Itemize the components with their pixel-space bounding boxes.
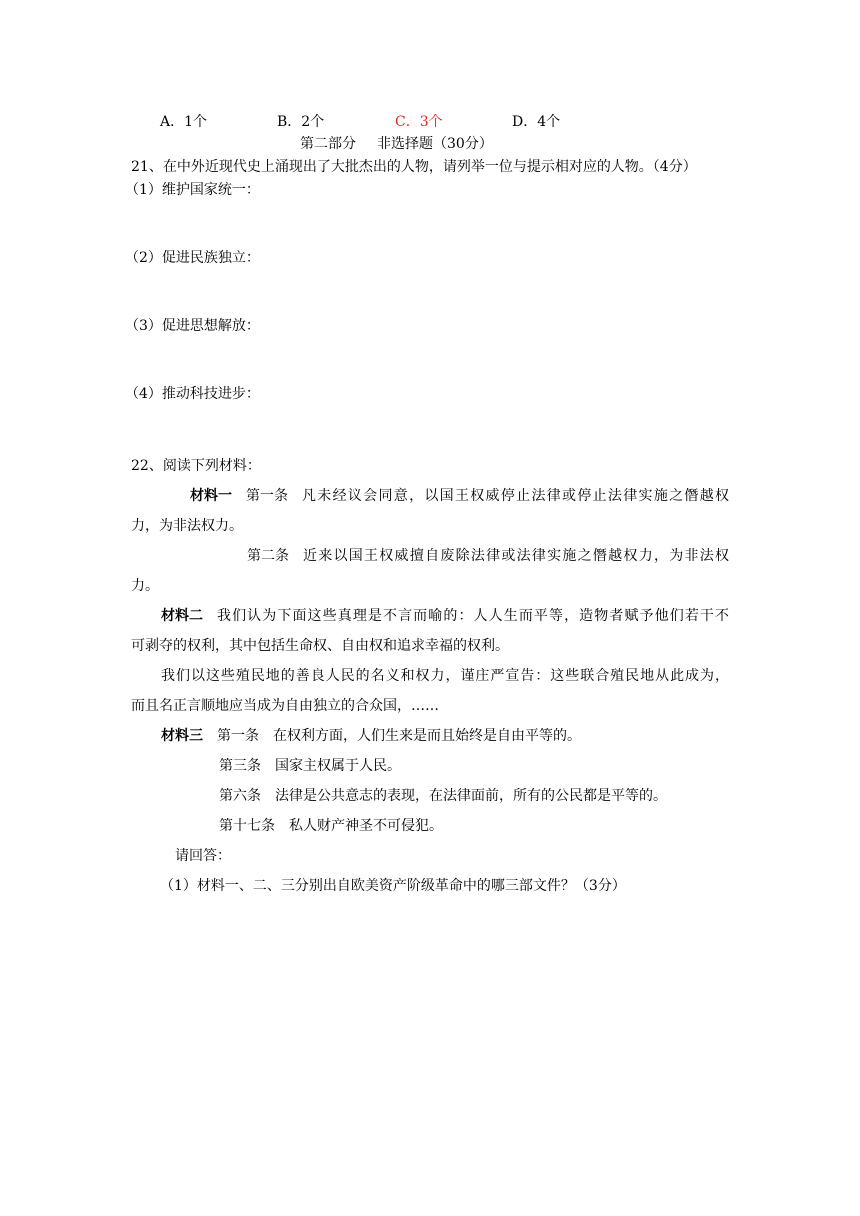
m2-para-1-line-1 <box>161 606 729 626</box>
q22-prompt: 请回答： <box>175 848 231 864</box>
m3-article-1-head: 第一条 <box>217 728 259 744</box>
m2-para-2-line-2: 而且名正言顺地应当成为自由独立的合众国，…… <box>131 698 439 714</box>
q21-item-2: （2）促进民族独立： <box>125 250 260 266</box>
m1-article-1-line-1 <box>190 486 729 506</box>
m1-article-1-text: 凡未经议会同意，以国王权威停止法律或停止法律实施之僭越权 <box>302 488 729 504</box>
q21-item-3: （3）促进思想解放： <box>125 318 260 334</box>
m1-article-2-text: 近来以国王权威擅自废除法律或法律实施之僭越权力，为非法权 <box>303 548 729 564</box>
option-a: A．1个 <box>160 114 208 130</box>
m2-para-1-text: 我们认为下面这些真理是不言而喻的：人人生而平等，造物者赋予他们若干不 <box>217 608 729 624</box>
m1-article-2-head: 第二条 <box>247 548 289 564</box>
q21-stem: 21、在中外近现代史上涌现出了大批杰出的人物，请列举一位与提示相对应的人物。（4分） <box>131 159 697 175</box>
q21-item-1: （1）维护国家统一： <box>125 182 260 198</box>
section-title: 非选择题（30分） <box>377 136 493 152</box>
m1-article-2-line-1 <box>247 546 729 566</box>
section-heading <box>300 134 493 154</box>
q22-sub-question-1: （1）材料一、二、三分别出自欧美资产阶级革命中的哪三部文件？（3分） <box>160 878 626 894</box>
m2-para-1-line-2: 可剥夺的权利，其中包括生命权、自由权和追求幸福的权利。 <box>131 638 509 654</box>
m3-article-6-text: 法律是公共意志的表现，在法律面前，所有的公民都是平等的。 <box>275 788 667 804</box>
m3-article-6 <box>219 786 667 806</box>
m3-label: 材料三 <box>161 728 203 744</box>
m1-article-1-head: 第一条 <box>246 488 288 504</box>
option-d: D．4个 <box>512 114 561 130</box>
m3-article-1 <box>161 726 581 746</box>
option-b: B．2个 <box>277 114 325 130</box>
m1-article-2-line-2: 力。 <box>131 578 159 594</box>
section-part: 第二部分 <box>300 136 356 152</box>
m2-para-2-line-1: 我们以这些殖民地的善良人民的名义和权力，谨庄严宣告：这些联合殖民地从此成为， <box>161 668 729 684</box>
m3-article-17 <box>219 816 443 836</box>
m1-article-1-line-2: 力，为非法权力。 <box>131 518 243 534</box>
q22-stem: 22、阅读下列材料： <box>131 458 261 474</box>
m2-label: 材料二 <box>161 608 203 624</box>
option-c-correct: C．3个 <box>395 114 443 130</box>
m3-article-17-head: 第十七条 <box>219 818 275 834</box>
m1-label: 材料一 <box>190 488 232 504</box>
m3-article-1-text: 在权利方面，人们生来是而且始终是自由平等的。 <box>273 728 581 744</box>
m3-article-3-head: 第三条 <box>219 758 261 774</box>
m3-article-17-text: 私人财产神圣不可侵犯。 <box>289 818 443 834</box>
m3-article-6-head: 第六条 <box>219 788 261 804</box>
m3-article-3 <box>219 756 401 776</box>
q21-item-4: （4）推动科技进步： <box>125 386 260 402</box>
m3-article-3-text: 国家主权属于人民。 <box>275 758 401 774</box>
